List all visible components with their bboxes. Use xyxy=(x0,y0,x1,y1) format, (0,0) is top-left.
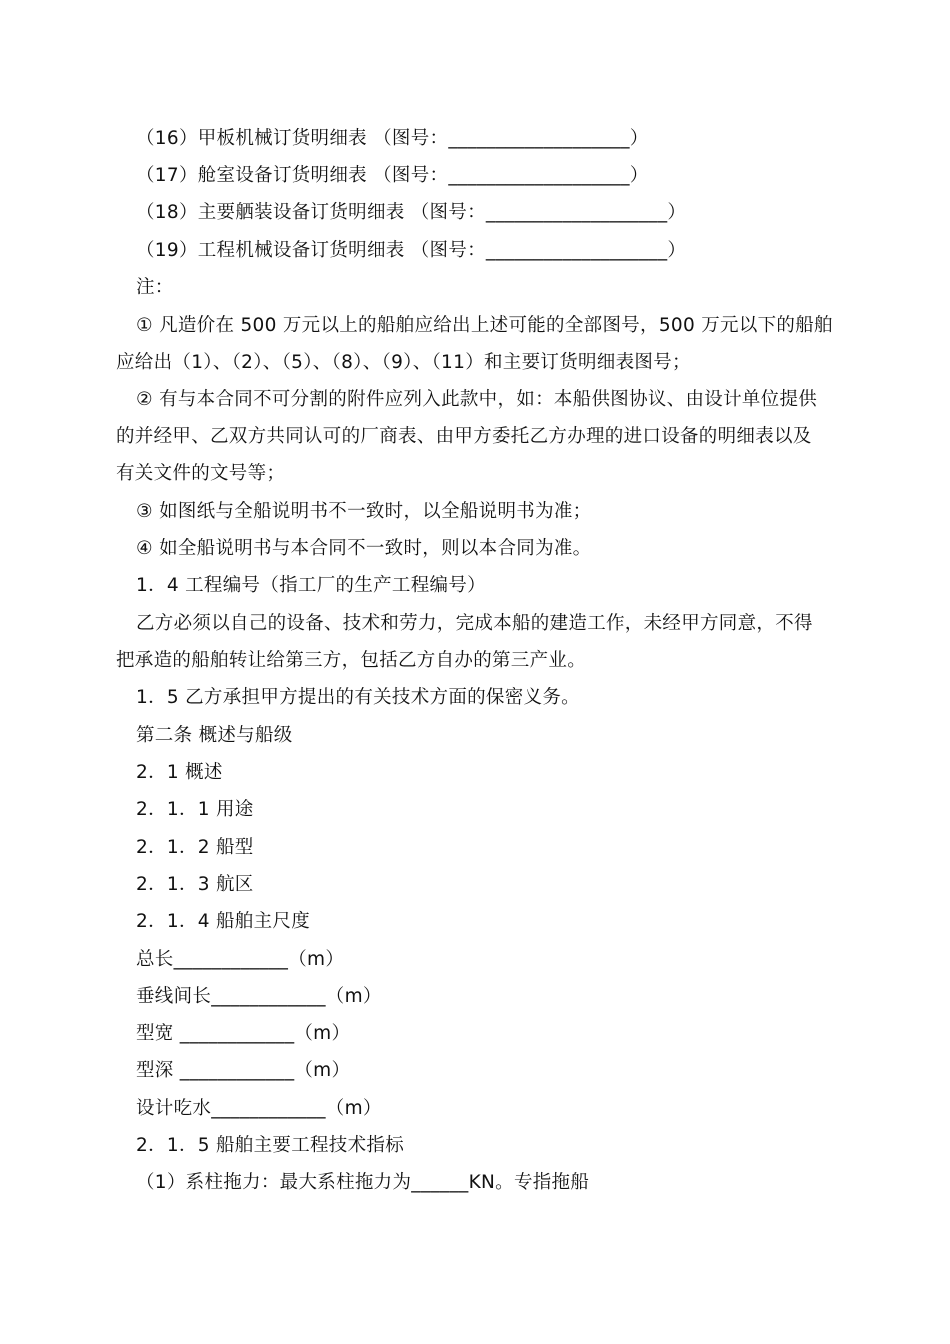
section-1-5: 1．5 乙方承担甲方提出的有关技术方面的保密义务。 xyxy=(136,687,580,708)
section-2-1: 2．1 概述 xyxy=(136,762,223,783)
note-1-line-2: 应给出（1）、（2）、（5）、（8）、（9）、（11）和主要订货明细表图号； xyxy=(116,352,691,373)
section-2-1-5: 2．1．5 船舶主要工程技术指标 xyxy=(136,1135,404,1156)
field-design-draft: 设计吃水____________（m） xyxy=(136,1098,382,1119)
paragraph-line-1: 乙方必须以自己的设备、技术和劳力，完成本船的建造工作，未经甲方同意，不得 xyxy=(136,613,813,634)
note-4: ④ 如全船说明书与本合同不一致时，则以本合同为准。 xyxy=(136,538,592,559)
note-1-line-1: ① 凡造价在 500 万元以上的船舶应给出上述可能的全部图号，500 万元以下的船舶 xyxy=(136,315,833,336)
field-length-between-perpendiculars: 垂线间长____________（m） xyxy=(136,986,382,1007)
note-3: ③ 如图纸与全船说明书不一致时，以全船说明书为准； xyxy=(136,501,592,522)
section-1-4: 1．4 工程编号（指工厂的生产工程编号） xyxy=(136,575,486,596)
list-item-18: （18）主要舾装设备订货明细表 （图号：___________________） xyxy=(136,202,687,223)
paragraph-line-2: 把承造的船舶转让给第三方，包括乙方自办的第三产业。 xyxy=(116,650,587,671)
field-moulded-depth: 型深 ____________（m） xyxy=(136,1060,351,1081)
field-moulded-breadth: 型宽 ____________（m） xyxy=(136,1023,351,1044)
bollard-pull-item: （1）系柱拖力：最大系柱拖力为______KN。专指拖船 xyxy=(136,1172,590,1193)
article-2-heading: 第二条 概述与船级 xyxy=(136,725,293,746)
note-heading: 注： xyxy=(136,277,174,298)
field-overall-length: 总长____________（m） xyxy=(136,949,345,970)
list-item-17: （17）舱室设备订货明细表 （图号：___________________） xyxy=(136,165,649,186)
section-2-1-2: 2．1．2 船型 xyxy=(136,837,254,858)
section-2-1-3: 2．1．3 航区 xyxy=(136,874,254,895)
list-item-16: （16）甲板机械订货明细表 （图号：___________________） xyxy=(136,128,649,149)
note-2-line-3: 有关文件的文号等； xyxy=(116,463,286,484)
section-2-1-4: 2．1．4 船舶主尺度 xyxy=(136,911,310,932)
list-item-19: （19）工程机械设备订货明细表 （图号：___________________） xyxy=(136,240,687,261)
note-2-line-2: 的并经甲、乙双方共同认可的厂商表、由甲方委托乙方办理的进口设备的明细表以及 xyxy=(116,426,812,447)
note-2-line-1: ② 有与本合同不可分割的附件应列入此款中，如：本船供图协议、由设计单位提供 xyxy=(136,389,818,410)
section-2-1-1: 2．1．1 用途 xyxy=(136,799,254,820)
